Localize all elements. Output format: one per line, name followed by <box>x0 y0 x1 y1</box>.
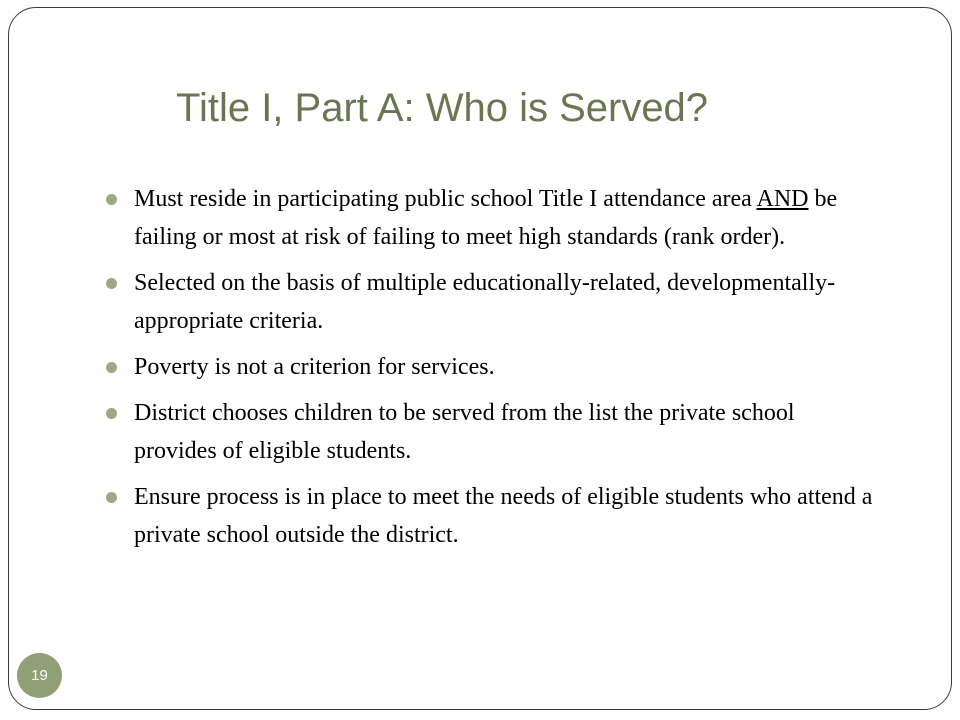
bullet-text-underlined: AND <box>756 186 809 212</box>
bullet-text: Poverty is not a criterion for services. <box>134 354 495 380</box>
bullet-text: Selected on the basis of multiple educationally-related, developmentally-appropriate criteria. <box>134 270 836 334</box>
bullet-list <box>106 180 876 562</box>
bullet-item-residence <box>106 180 876 256</box>
bullet-point-icon <box>106 194 117 205</box>
bullet-item-criteria <box>106 264 876 340</box>
bullet-text-before: Must reside in participating public school Title I attendance area <box>134 186 757 212</box>
slide-title: Title I, Part A: Who is Served? <box>176 86 709 130</box>
bullet-item-poverty <box>106 348 876 386</box>
page-number-badge: 19 <box>17 653 62 698</box>
bullet-point-icon <box>106 362 117 373</box>
bullet-point-icon <box>106 492 117 503</box>
bullet-text: District chooses children to be served from the list the private school provides of eligible students. <box>134 400 795 464</box>
bullet-item-ensure-process <box>106 478 876 554</box>
bullet-text: Ensure process is in place to meet the needs of eligible students who attend a private school outside the district. <box>134 484 873 548</box>
bullet-point-icon <box>106 408 117 419</box>
bullet-point-icon <box>106 278 117 289</box>
bullet-text-after: be failing or most at risk of failing to meet high standards (rank order). <box>134 186 838 250</box>
bullet-item-district-chooses <box>106 394 876 470</box>
